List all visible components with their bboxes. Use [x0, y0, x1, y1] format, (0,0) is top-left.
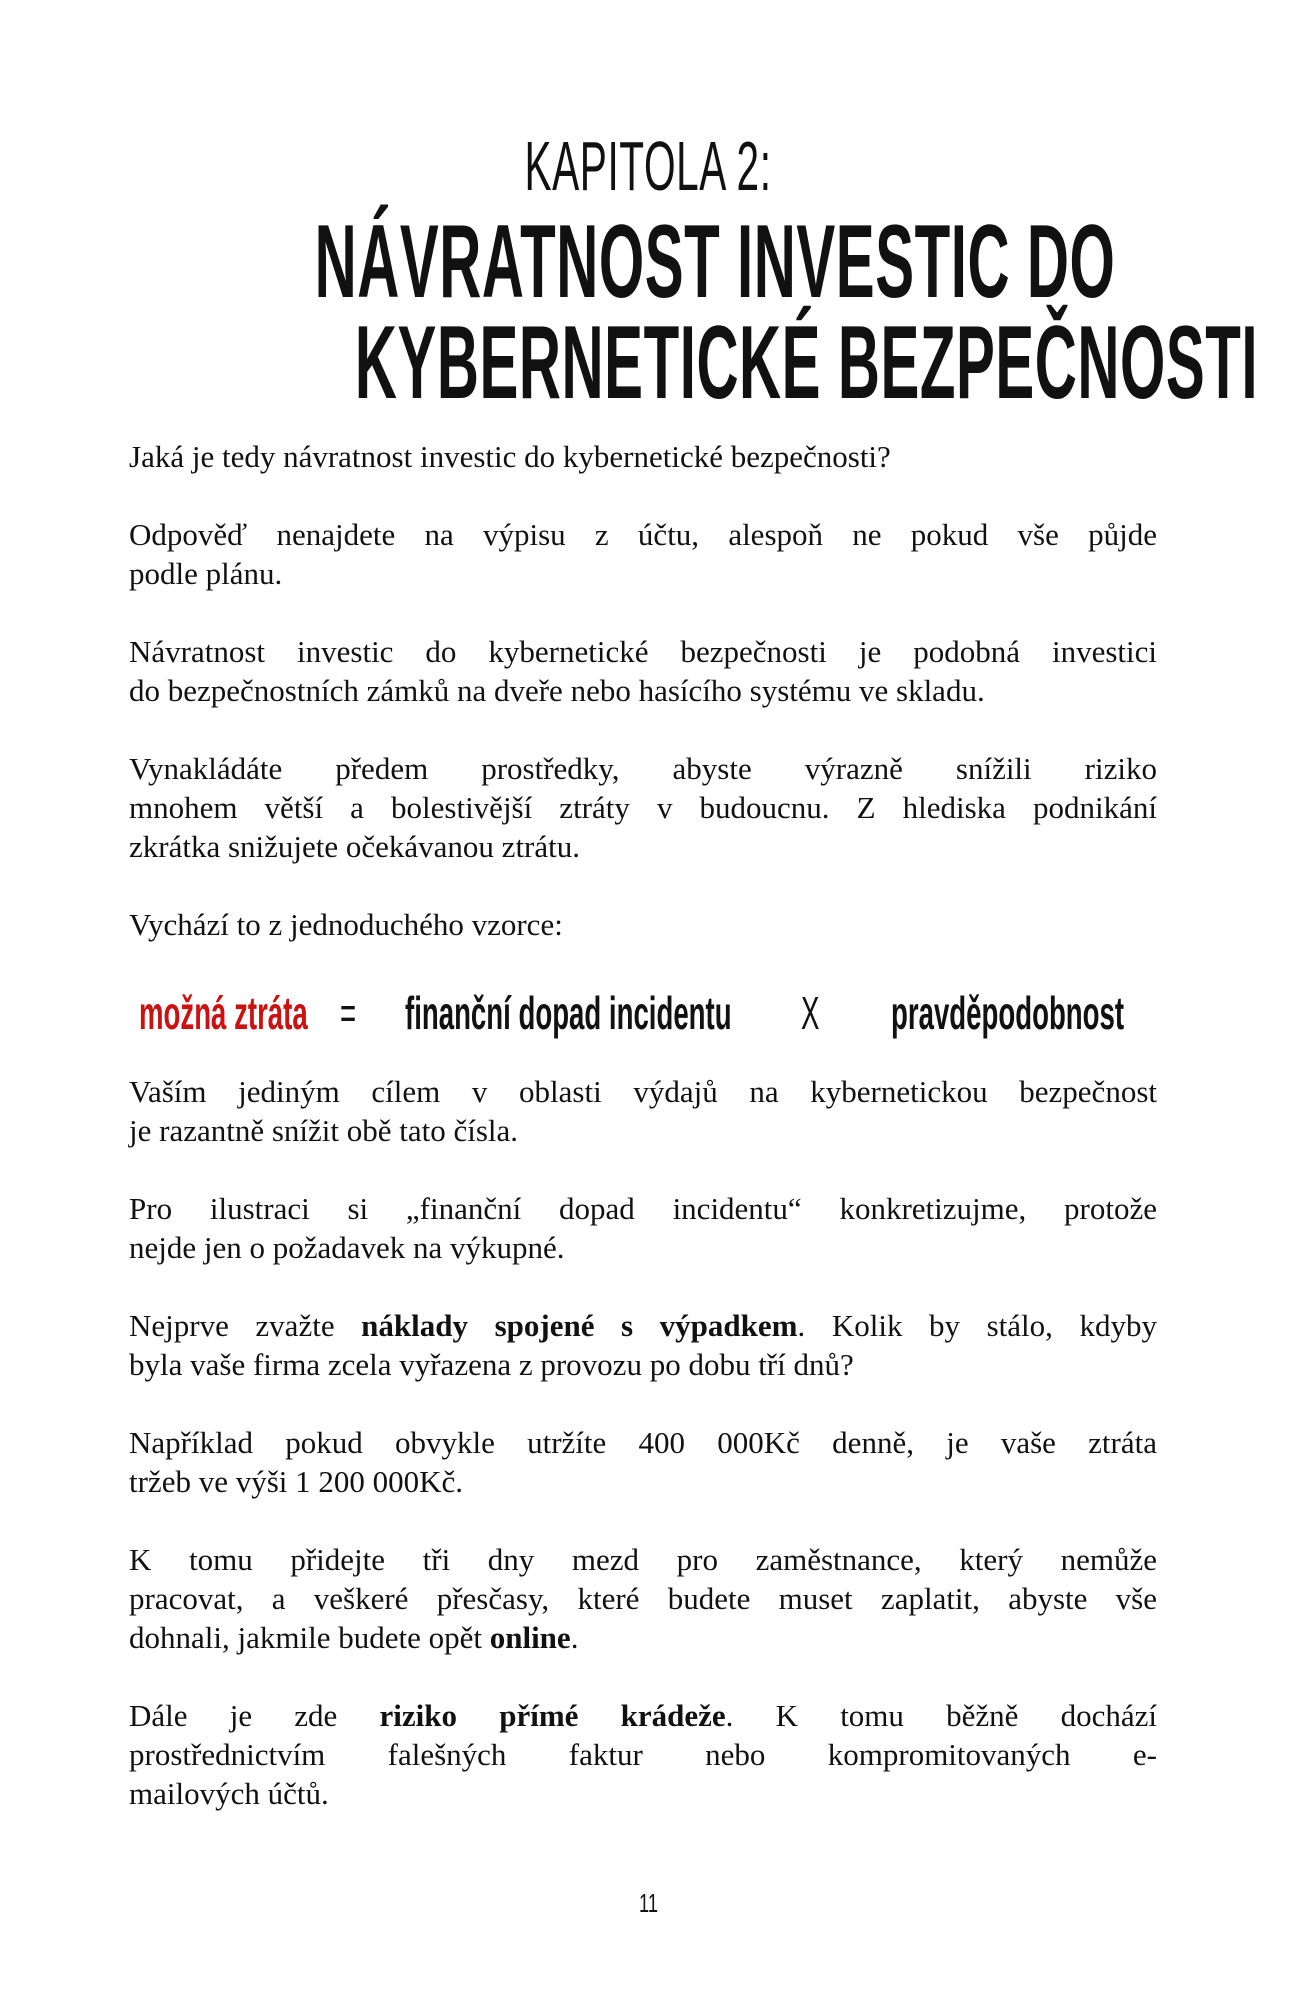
text-line — [129, 515, 1157, 554]
chapter-title-line-2 — [0, 305, 1296, 421]
paragraph — [129, 1189, 1157, 1267]
text-segment: . K tomu běžně dochází — [725, 1698, 1157, 1733]
page-number — [0, 1888, 1296, 1919]
text-segment: Vynakládáte předem prostředky, abyste výrazně snížili riziko — [129, 751, 1157, 786]
text-line — [129, 1228, 1157, 1267]
text-segment: pracovat, a veškeré přesčasy, které budete muset zaplatit, abyste vše — [129, 1581, 1157, 1616]
text-line — [129, 1579, 1157, 1618]
text-line — [129, 554, 1157, 593]
body-text-top — [129, 437, 1157, 983]
text-line — [129, 1111, 1157, 1150]
text-line — [129, 1423, 1157, 1462]
text-segment: Pro ilustraci si „finanční dopad incidentu“ konkretizujme, protože — [129, 1191, 1157, 1226]
formula-factor-impact: finanční dopad incidentu — [405, 987, 732, 1039]
text-segment: Jaká je tedy návratnost investic do kybernetické bezpečnosti? — [129, 439, 891, 474]
loss-formula — [0, 985, 1296, 1045]
text-segment: Návratnost investic do kybernetické bezpečnosti je podobná investici — [129, 634, 1157, 669]
text-line — [129, 1306, 1157, 1345]
text-segment: Dále je zde — [129, 1698, 380, 1733]
text-segment: mailových účtů. — [129, 1776, 329, 1811]
text-line — [129, 1189, 1157, 1228]
formula-times: X — [801, 987, 820, 1039]
paragraph — [129, 905, 1157, 944]
formula-factor-probability: pravděpodobnost — [891, 987, 1125, 1039]
paragraph — [129, 1423, 1157, 1501]
text-segment: Vychází to z jednoduchého vzorce: — [129, 907, 563, 942]
text-line — [129, 1540, 1157, 1579]
text-segment: do bezpečnostních zámků na dveře nebo hasícího systému ve skladu. — [129, 673, 985, 708]
text-line — [129, 1345, 1157, 1384]
text-line — [129, 905, 1157, 944]
text-segment: Vaším jediným cílem v oblasti výdajů na kybernetickou bezpečnost — [129, 1074, 1157, 1109]
chapter-title-line-1 — [0, 204, 1296, 320]
paragraph — [129, 1696, 1157, 1813]
text-segment: . Kolik by stálo, kdyby — [797, 1308, 1157, 1343]
chapter-title-text-1: NÁVRATNOST INVESTIC DO — [314, 204, 1116, 320]
text-segment: tržeb ve výši 1 200 000Kč. — [129, 1464, 464, 1499]
text-line — [129, 632, 1157, 671]
text-line — [129, 1774, 1157, 1813]
text-segment: dohnali, jakmile budete opět — [129, 1620, 490, 1655]
text-line — [129, 1735, 1157, 1774]
chapter-label-text: KAPITOLA 2: — [524, 127, 772, 205]
formula-equals: = — [340, 987, 357, 1039]
text-segment: nejde jen o požadavek na výkupné. — [129, 1230, 565, 1265]
text-segment: Například pokud obvykle utržíte 400 000Kč denně, je vaše ztráta — [129, 1425, 1157, 1460]
bold-text: náklady spojené s výpadkem — [361, 1308, 798, 1343]
text-segment: Odpověď nenajdete na výpisu z účtu, alespoň ne pokud vše půjde — [129, 517, 1157, 552]
paragraph — [129, 1072, 1157, 1150]
text-line — [129, 437, 1157, 476]
paragraph — [129, 515, 1157, 593]
text-line — [129, 671, 1157, 710]
bold-text: online — [489, 1620, 571, 1655]
text-segment: K tomu přidejte tři dny mezd pro zaměstnance, který nemůže — [129, 1542, 1157, 1577]
text-line — [129, 788, 1157, 827]
text-segment: podle plánu. — [129, 556, 283, 591]
text-line — [129, 1696, 1157, 1735]
text-segment: byla vaše firma zcela vyřazena z provozu po dobu tří dnů? — [129, 1347, 854, 1382]
text-line — [129, 1618, 1157, 1657]
chapter-label — [0, 128, 1296, 204]
text-segment: mnohem větší a bolestivější ztráty v budoucnu. Z hlediska podnikání — [129, 790, 1157, 825]
paragraph — [129, 749, 1157, 866]
text-segment: . — [570, 1620, 579, 1655]
text-segment: zkrátka snižujete očekávanou ztrátu. — [129, 829, 580, 864]
page-number-text: 11 — [638, 1888, 658, 1918]
paragraph — [129, 437, 1157, 476]
text-segment: je razantně snížit obě tato čísla. — [129, 1113, 519, 1148]
text-segment: prostřednictvím falešných faktur nebo kompromitovaných e- — [129, 1737, 1157, 1772]
body-text-bottom — [129, 1072, 1157, 1852]
paragraph — [129, 1540, 1157, 1657]
text-segment: Nejprve zvažte — [129, 1308, 362, 1343]
text-line — [129, 749, 1157, 788]
text-line — [129, 1462, 1157, 1501]
paragraph — [129, 632, 1157, 710]
formula-result: možná ztráta — [139, 987, 308, 1039]
bold-text: riziko přímé krádeže — [379, 1698, 726, 1733]
text-line — [129, 827, 1157, 866]
text-line — [129, 1072, 1157, 1111]
paragraph — [129, 1306, 1157, 1384]
chapter-title-text-2: KYBERNETICKÉ BEZPEČNOSTI — [354, 305, 1259, 421]
